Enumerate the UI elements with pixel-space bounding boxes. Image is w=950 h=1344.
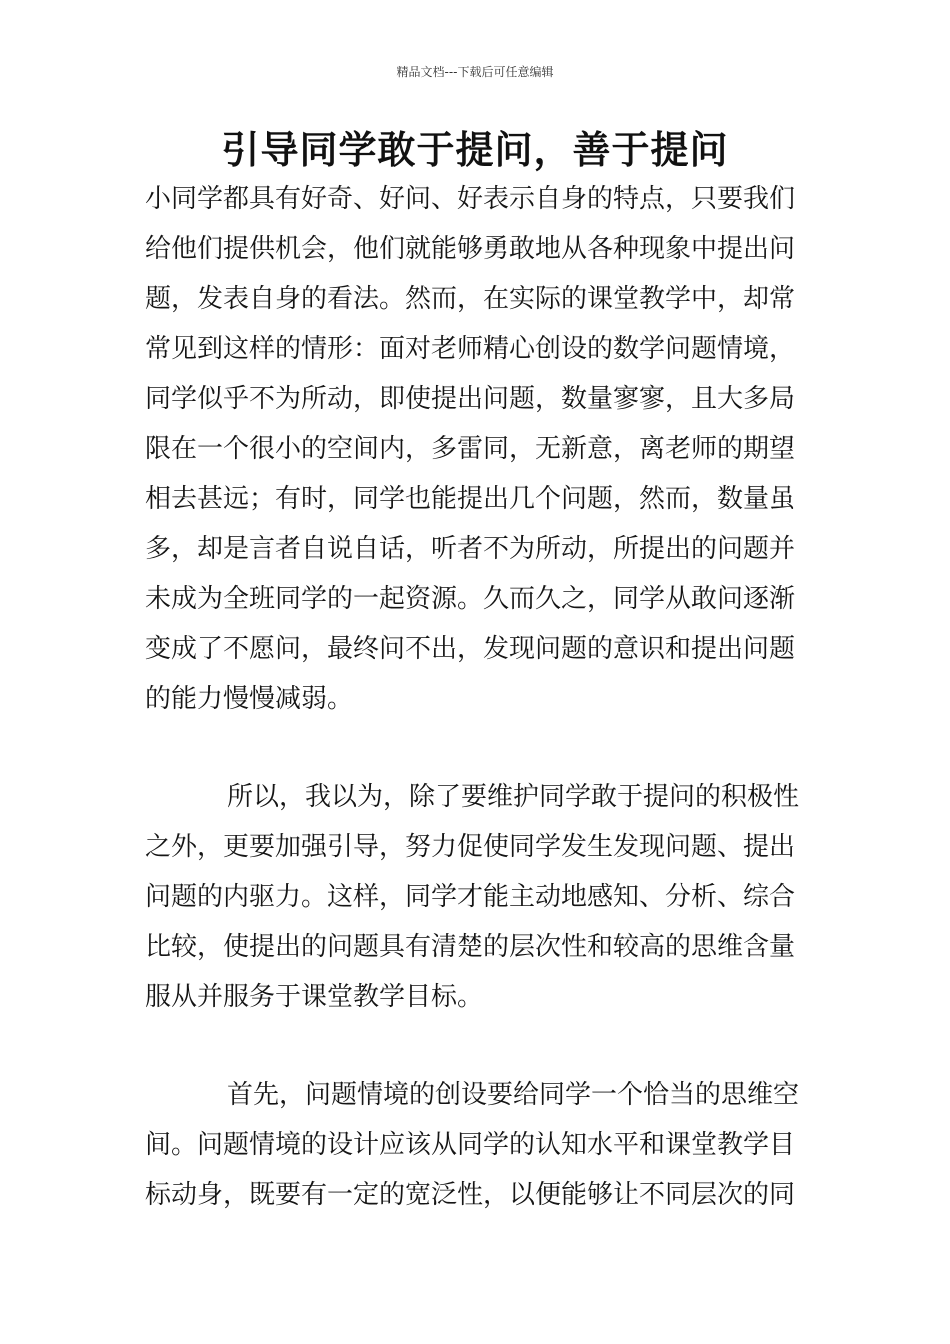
paragraph-line: 问题的内驱力。这样，同学才能主动地感知、分析、综合 [145, 882, 796, 912]
header-note: 精品文档---下载后可任意编辑 [396, 65, 554, 79]
paragraph-line: 常见到这样的情形：面对老师精心创设的数学问题情境， [145, 334, 796, 364]
paragraph-line: 限在一个很小的空间内，多雷同，无新意，离老师的期望 [145, 434, 796, 464]
paragraph-line: 服从并服务于课堂教学目标。 [145, 982, 484, 1012]
paragraph-line: 小同学都具有好奇、好问、好表示自身的特点，只要我们 [145, 184, 796, 214]
paragraph-line: 相去甚远；有时，同学也能提出几个问题，然而，数量虽 [145, 484, 796, 514]
paragraph-line: 的能力慢慢减弱。 [145, 684, 354, 714]
paragraph-line: 未成为全班同学的一起资源。久而久之，同学从敢问逐渐 [145, 584, 796, 614]
paragraph-line: 之外，更要加强引导，努力促使同学发生发现问题、提出 [145, 832, 796, 862]
paragraph-line: 多，却是言者自说自话，听者不为所动，所提出的问题并 [145, 534, 796, 564]
paragraph-line: 标动身，既要有一定的宽泛性，以便能够让不同层次的同 [145, 1180, 796, 1210]
paragraph-line: 同学似乎不为所动，即使提出问题，数量寥寥，且大多局 [145, 384, 796, 414]
paragraph-line: 所以，我以为，除了要维护同学敢于提问的积极性 [227, 782, 800, 812]
paragraph-line: 比较，使提出的问题具有清楚的层次性和较高的思维含量 [145, 932, 796, 962]
paragraph-line: 给他们提供机会，他们就能够勇敢地从各种现象中提出问 [145, 234, 796, 264]
paragraph-2 [145, 772, 809, 1022]
document-title: 引导同学敢于提问，善于提问 [221, 128, 729, 172]
paragraph-3 [145, 1070, 809, 1220]
paragraph-line: 题，发表自身的看法。然而，在实际的课堂教学中，却常 [145, 284, 796, 314]
paragraph-line: 间。问题情境的设计应该从同学的认知水平和课堂教学目 [145, 1130, 796, 1160]
paragraph-line: 首先，问题情境的创设要给同学一个恰当的思维空 [227, 1080, 800, 1110]
paragraph-line: 变成了不愿问，最终问不出，发现问题的意识和提出问题 [145, 634, 796, 664]
paragraph-1 [145, 174, 809, 724]
